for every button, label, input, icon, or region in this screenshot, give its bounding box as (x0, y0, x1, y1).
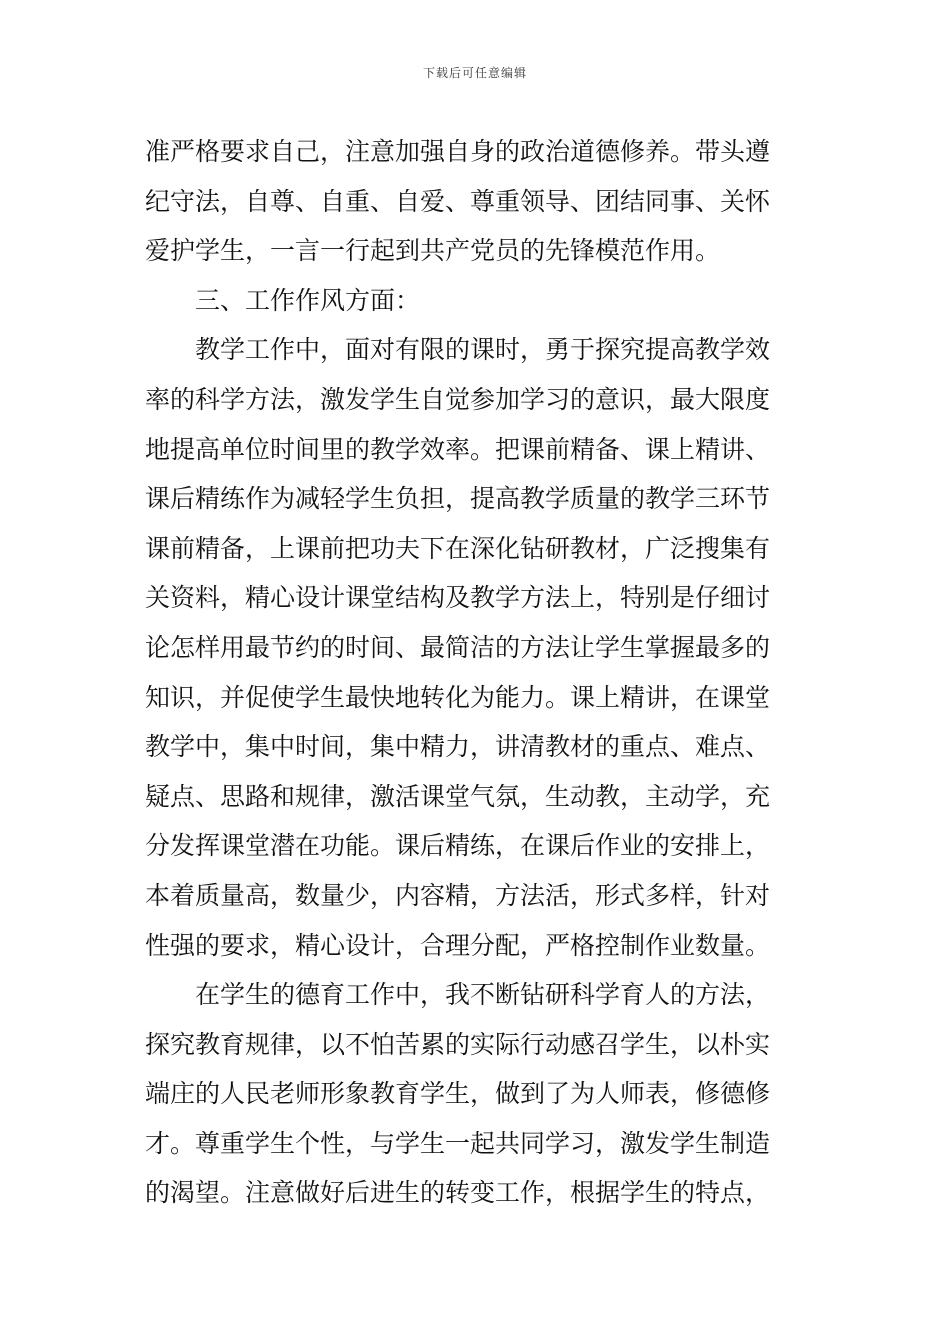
text-line: 课后精练作为减轻学生负担，提高教学质量的教学三环节 (145, 484, 771, 514)
text-line: 爱护学生，一言一行起到共产党员的先锋模范作用。 (145, 236, 721, 266)
text-line: 知识，并促使学生最快地转化为能力。课上精讲，在课堂 (145, 682, 771, 712)
text-line: 教学中，集中时间，集中精力，讲清教材的重点、难点、 (145, 732, 771, 762)
text-line: 性强的要求，精心设计，合理分配，严格控制作业数量。 (145, 930, 771, 960)
text-line: 分发挥课堂潜在功能。课后精练，在课后作业的安排上， (145, 831, 771, 861)
text-line: 三、工作作风方面： (195, 285, 421, 315)
text-line: 关资料，精心设计课堂结构及教学方法上，特别是仔细讨 (145, 583, 771, 613)
text-line: 本着质量高，数量少，内容精，方法活，形式多样，针对 (145, 880, 771, 910)
text-line: 准严格要求自己，注意加强自身的政治道德修养。带头遵 (145, 137, 771, 166)
text-line: 端庄的人民老师形象教育学生，做到了为人师表，修德修 (145, 1079, 771, 1109)
text-line: 探究教育规律，以不怕苦累的实际行动感召学生，以朴实 (145, 1029, 771, 1059)
document-body (145, 127, 815, 1218)
text-line: 在学生的德育工作中，我不断钻研科学育人的方法， (195, 980, 771, 1010)
text-line: 率的科学方法，激发学生自觉参加学习的意识，最大限度 (145, 384, 771, 414)
text-line: 的渴望。注意做好后进生的转变工作，根据学生的特点， (145, 1178, 771, 1208)
page-header: 下载后可任意编辑 (422, 66, 527, 80)
text-line: 教学工作中，面对有限的课时，勇于探究提高教学效 (195, 335, 771, 365)
section-heading (145, 276, 815, 326)
text-line: 论怎样用最节约的时间、最简洁的方法让学生掌握最多的 (145, 632, 771, 662)
text-line: 纪守法，自尊、自重、自爱、尊重领导、团结同事、关怀 (145, 186, 771, 216)
text-line: 地提高单位时间里的教学效率。把课前精备、课上精讲、 (145, 434, 771, 464)
paragraph (145, 970, 815, 1218)
text-line: 疑点、思路和规律，激活课堂气氛，生动教，主动学，充 (145, 781, 771, 811)
text-line: 课前精备，上课前把功夫下在深化钻研教材，广泛搜集有 (145, 533, 771, 563)
text-line: 才。尊重学生个性，与学生一起共同学习，激发学生制造 (145, 1128, 771, 1158)
paragraph (145, 127, 815, 276)
paragraph (145, 325, 815, 970)
